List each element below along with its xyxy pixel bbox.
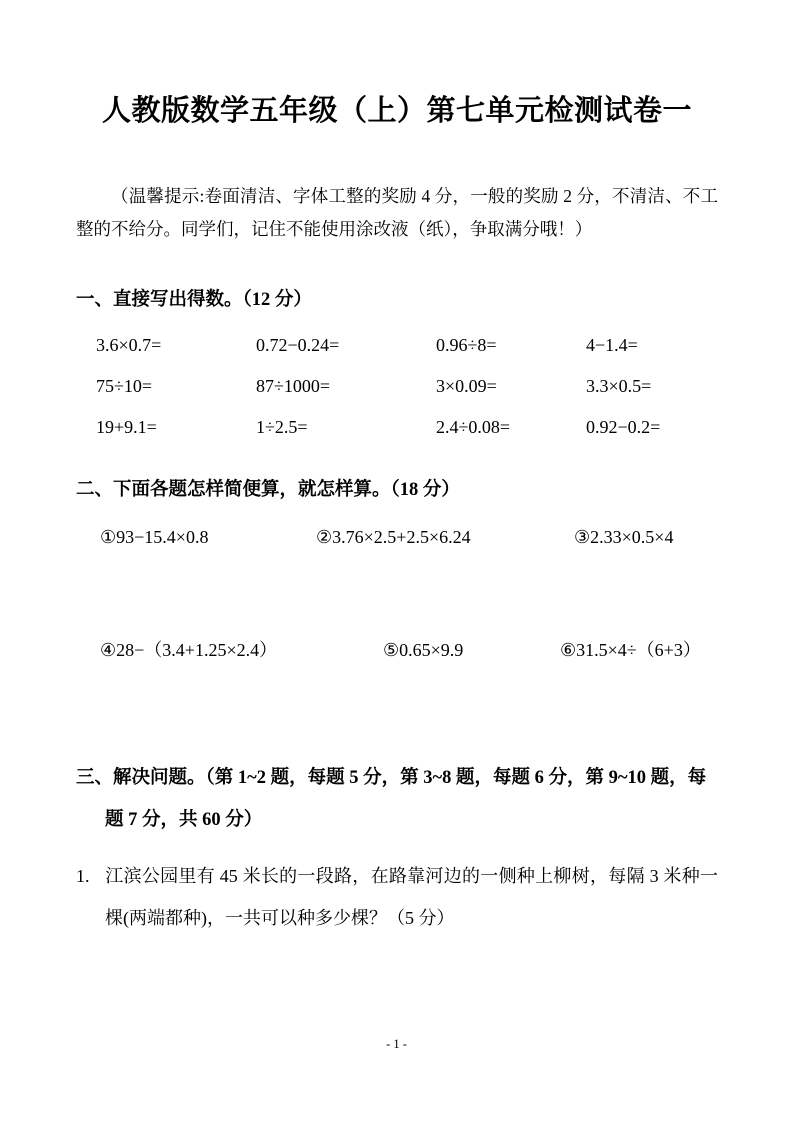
calc-problem: 3.3×0.5= bbox=[586, 376, 652, 396]
page-number: - 1 - bbox=[386, 1037, 407, 1051]
section2-problem-row-1 bbox=[76, 526, 718, 548]
section1-heading: 一、直接写出得数。（12 分） bbox=[76, 290, 312, 310]
notice-paragraph: （温馨提示:卷面清洁、字体工整的奖励 4 分，一般的奖励 2 分，不清洁、不工整的不给分。同学们，记住不能使用涂改液（纸），争取满分哦！） bbox=[76, 186, 718, 239]
word-problem-1-text: 江滨公园里有 45 米长的一段路，在路靠河边的一侧种上柳树，每隔 3 米种一棵(两端都种)，一共可以种多少棵？（5 分） bbox=[105, 866, 718, 928]
calc-problem: 4−1.4= bbox=[586, 335, 638, 355]
calc-problem: 19+9.1= bbox=[96, 417, 157, 437]
simplify-problem: ⑥31.5×4÷（6+3） bbox=[560, 640, 701, 660]
section1-problem-grid bbox=[76, 334, 718, 438]
calc-problem: 3×0.09= bbox=[436, 376, 497, 396]
calc-problem: 1÷2.5= bbox=[256, 417, 308, 437]
calc-problem: 3.6×0.7= bbox=[96, 335, 162, 355]
calc-problem: 0.96÷8= bbox=[436, 335, 497, 355]
section2-problem-row-2 bbox=[76, 639, 718, 661]
simplify-problem: ③2.33×0.5×4 bbox=[574, 527, 674, 547]
page-title: 人教版数学五年级（上）第七单元检测试卷一 bbox=[101, 95, 692, 127]
calc-problem: 2.4÷0.08= bbox=[436, 417, 511, 437]
section2-heading: 二、下面各题怎样简便算，就怎样算。（18 分） bbox=[76, 480, 460, 500]
simplify-problem: ④28−（3.4+1.25×2.4） bbox=[100, 640, 278, 660]
simplify-problem: ⑤0.65×9.9 bbox=[383, 640, 464, 660]
simplify-problem: ①93−15.4×0.8 bbox=[100, 527, 209, 547]
calc-problem: 0.92−0.2= bbox=[586, 417, 661, 437]
word-problem-1-number: 1. bbox=[76, 866, 90, 886]
calc-problem: 87÷1000= bbox=[256, 376, 331, 396]
simplify-problem: ②3.76×2.5+2.5×6.24 bbox=[316, 527, 471, 547]
section3-heading: 三、解决问题。（第 1~2 题，每题 5 分，第 3~8 题，每题 6 分，第 9~10 题，每题 7 分，共 60 分） bbox=[76, 768, 707, 830]
calc-problem: 0.72−0.24= bbox=[256, 335, 340, 355]
calc-problem: 75÷10= bbox=[96, 376, 153, 396]
word-problem-1 bbox=[76, 855, 718, 939]
